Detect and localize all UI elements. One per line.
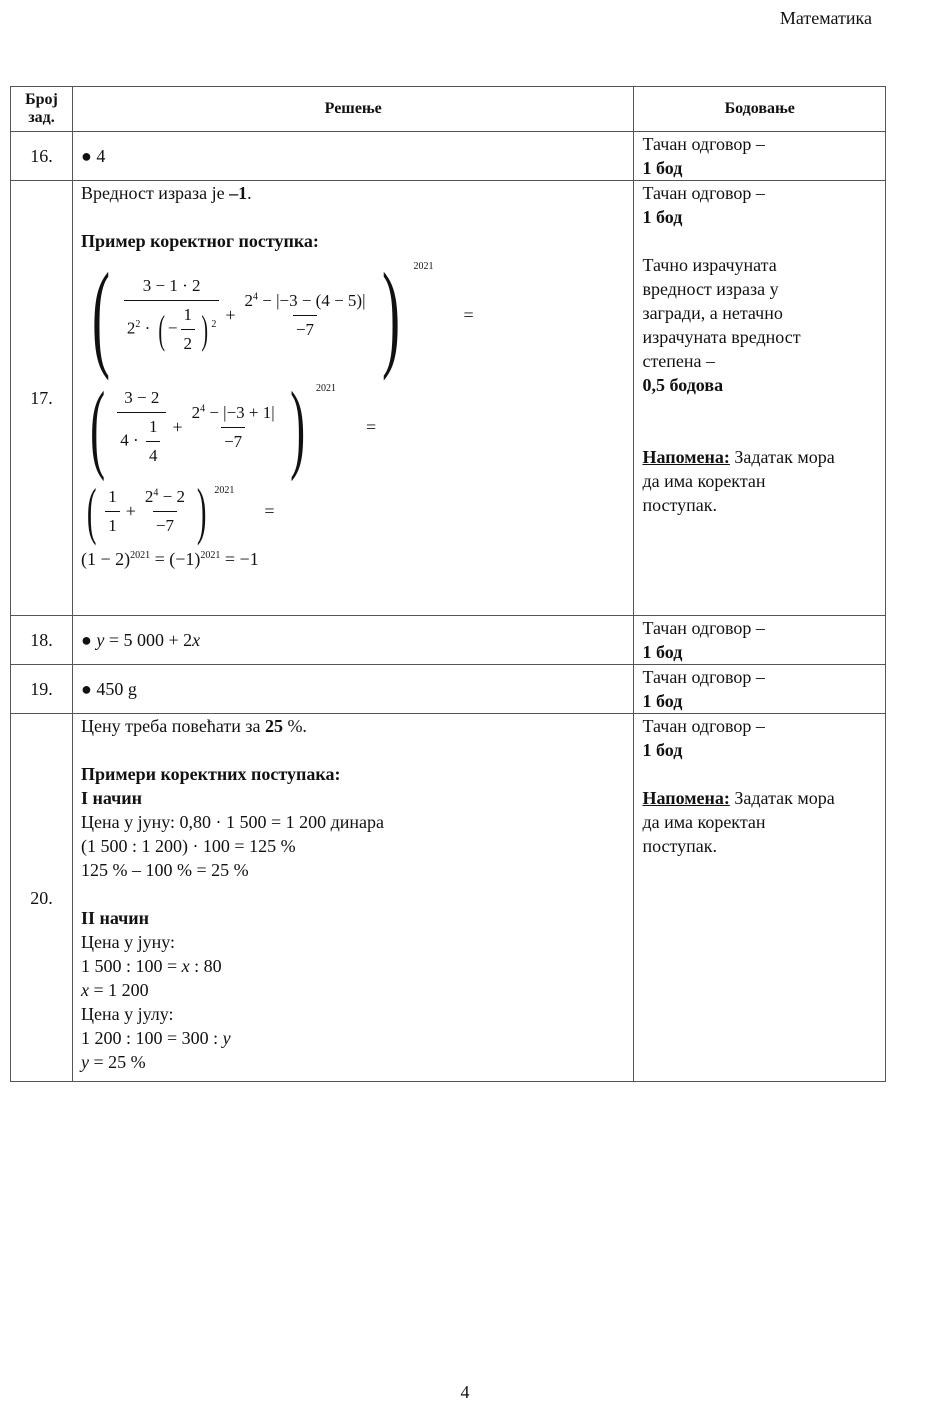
answer-line	[81, 714, 626, 738]
points-text: Тачан одговор –	[642, 183, 765, 203]
header-points: Бодовање	[634, 87, 886, 132]
step4-part2: = (−1)	[150, 549, 201, 569]
power-base: 2	[191, 402, 201, 422]
var-x: x	[192, 630, 201, 650]
answer-line	[81, 181, 626, 205]
table-row-20	[11, 714, 886, 1082]
inner-numerator: 1	[183, 305, 193, 324]
solution-cell	[72, 181, 634, 616]
task-number: 18.	[11, 616, 73, 665]
solution-cell	[72, 132, 634, 181]
answer-prefix: Цену треба повећати за	[80, 716, 265, 736]
math-step-4	[81, 547, 626, 571]
task-number: 16.	[11, 132, 73, 181]
step4-part3: = −1	[220, 549, 259, 569]
table-row-17	[11, 181, 886, 616]
power-exponent: 4	[153, 486, 159, 498]
note	[642, 786, 877, 810]
solution-cell	[72, 665, 634, 714]
table-row-19	[11, 665, 886, 714]
points-text: Тачан одговор –	[642, 618, 765, 638]
fraction-numerator: 1	[108, 486, 117, 506]
answer-prefix: Вредност израза је	[80, 183, 230, 203]
answer-text: ● 450 g	[80, 679, 137, 699]
denominator-minus: −	[167, 318, 178, 338]
note-line: да има коректан	[642, 471, 766, 491]
method-2-line	[81, 978, 626, 1002]
denominator-exponent: 2	[135, 318, 141, 330]
task-number: 20.	[11, 714, 73, 1082]
points-text: Тачан одговор –	[642, 134, 765, 154]
numerator-rest: − 2	[158, 486, 186, 506]
outer-exponent: 2	[211, 318, 217, 330]
points-value: 1 бод	[642, 642, 683, 662]
examples-title: Примери коректних поступака:	[80, 764, 341, 784]
var-y: y	[80, 1052, 89, 1072]
note-text: Задатак мора	[729, 788, 835, 808]
points-cell	[634, 181, 886, 616]
math-step-1: ( 3 − 1 · 2 $2^2$ · ( − $\frac{1}{2}$ ) $^2$ + $\frac{2^4 - |-3 - (4 - 5)|}{-7}$ ) 2021 =	[91, 248, 474, 381]
method-2-title: II начин	[80, 908, 150, 928]
header-solution: Решење	[72, 87, 634, 132]
answer-suffix: %.	[282, 716, 307, 736]
scoring-table	[10, 86, 886, 1082]
partial-line: израчуната вредност	[642, 327, 801, 347]
method-1-line: 125 % – 100 % = 25 %	[80, 860, 249, 880]
partial-line: вредност израза у	[642, 279, 779, 299]
task-number: 17.	[11, 181, 73, 616]
m2-line6-b: = 25 %	[88, 1052, 146, 1072]
points-value: 1 бод	[642, 207, 683, 227]
m2-line2-b: : 80	[189, 956, 222, 976]
points-cell	[634, 714, 886, 1082]
points-value: 1 бод	[642, 158, 683, 178]
equals-sign: =	[463, 305, 474, 325]
page-number: 4	[460, 1382, 470, 1402]
method-1-line: Цена у јуну: 0,80 · 1 500 = 1 200 динара	[80, 812, 385, 832]
denominator-base: 2	[126, 318, 136, 338]
answer-value: –1	[229, 183, 248, 203]
var-x: x	[80, 980, 89, 1000]
solution-cell	[72, 714, 634, 1082]
denominator-dot: ·	[140, 318, 155, 338]
math-step-3: ( $\frac{1}{1}$ + $\frac{2^4 - 2}{-7}$ ) 2021 =	[86, 475, 275, 546]
points-text: Тачан одговор –	[642, 667, 765, 687]
equals-sign: =	[365, 417, 377, 437]
points-text: Тачан одговор –	[642, 716, 765, 736]
method-1-line: (1 500 : 1 200) · 100 = 125 %	[80, 836, 296, 856]
points-value: 1 бод	[642, 691, 683, 711]
partial-value: 0,5 бодова	[642, 375, 724, 395]
fraction-denominator: −7	[221, 427, 245, 454]
bullet: ●	[80, 630, 97, 650]
note-text: Задатак мора	[729, 447, 835, 467]
points-value: 1 бод	[642, 740, 683, 760]
m2-line2-a: 1 500 : 100 =	[80, 956, 182, 976]
answer-suffix: .	[247, 183, 252, 203]
example-title: Пример коректног поступка:	[80, 231, 319, 251]
plus-sign: +	[225, 305, 236, 325]
method-2-line	[81, 1026, 626, 1050]
var-x: x	[181, 956, 190, 976]
note-line: да има коректан	[642, 812, 766, 832]
step4-exponent-1: 2021	[130, 550, 151, 561]
table-row-16	[11, 132, 886, 181]
partial-line: загради, а нетачно	[642, 303, 783, 323]
method-1-title: I начин	[80, 788, 143, 808]
note-line: поступак.	[642, 836, 718, 856]
method-2-line	[81, 954, 626, 978]
step4-part1: (1 − 2)	[80, 549, 131, 569]
task-number: 19.	[11, 665, 73, 714]
outer-power: 2021	[214, 485, 235, 496]
inner-denominator: 4	[146, 441, 161, 468]
equals-sign: =	[264, 501, 275, 521]
table-row-18	[11, 616, 886, 665]
points-cell	[634, 616, 886, 665]
method-2-line	[81, 1050, 626, 1074]
denominator-left: 4 ·	[120, 430, 143, 450]
solution-cell	[72, 616, 634, 665]
step4-exponent-2: 2021	[200, 550, 221, 561]
fraction-numerator: 3 − 2	[124, 388, 160, 407]
method-2-line: Цена у јуну:	[80, 932, 175, 952]
outer-power: 2021	[315, 383, 336, 394]
inner-numerator: 1	[148, 417, 158, 436]
equation-middle: = 5 000 + 2	[104, 630, 193, 650]
points-cell	[634, 665, 886, 714]
var-y: y	[96, 630, 105, 650]
math-step-2: ( 3 − 2 4 · $\frac{1}{4}$ + $\frac{2^4 - |-3 + 1|}{-7}$ ) 2021 =	[90, 371, 377, 482]
fraction-denominator: 1	[105, 511, 120, 538]
plus-sign: +	[172, 417, 183, 437]
points-cell	[634, 132, 886, 181]
page-header-subject: Математика	[779, 8, 872, 28]
method-2-line: Цена у јулу:	[80, 1004, 174, 1024]
fraction-denominator: −7	[293, 315, 317, 342]
note-label: Напомена:	[642, 788, 730, 808]
fraction-numerator: 3 − 1 · 2	[142, 276, 201, 295]
note-line: поступак.	[642, 495, 718, 515]
plus-sign: +	[125, 501, 136, 521]
inner-denominator: 2	[181, 329, 196, 356]
note	[642, 445, 877, 469]
outer-power: 2021	[413, 261, 434, 272]
var-y: y	[222, 1028, 231, 1048]
header-task-number: Број зад.	[11, 87, 73, 132]
numerator-rest: − |−3 − (4 − 5)|	[258, 290, 366, 310]
power-exponent: 4	[253, 290, 258, 302]
fraction-denominator: −7	[153, 511, 177, 538]
m2-line3-b: = 1 200	[88, 980, 149, 1000]
m2-line5-a: 1 200 : 100 = 300 :	[80, 1028, 223, 1048]
numerator-rest: − |−3 + 1|	[205, 402, 275, 422]
power-exponent: 4	[200, 402, 206, 414]
table-header-row	[11, 87, 886, 132]
answer-text: ● 4	[80, 146, 106, 166]
power-base: 2	[144, 486, 154, 506]
partial-line: степена –	[642, 351, 716, 371]
note-label: Напомена:	[642, 447, 730, 467]
partial-line: Тачно израчуната	[642, 255, 777, 275]
answer-value: 25	[264, 716, 283, 736]
power-base: 2	[244, 290, 253, 310]
